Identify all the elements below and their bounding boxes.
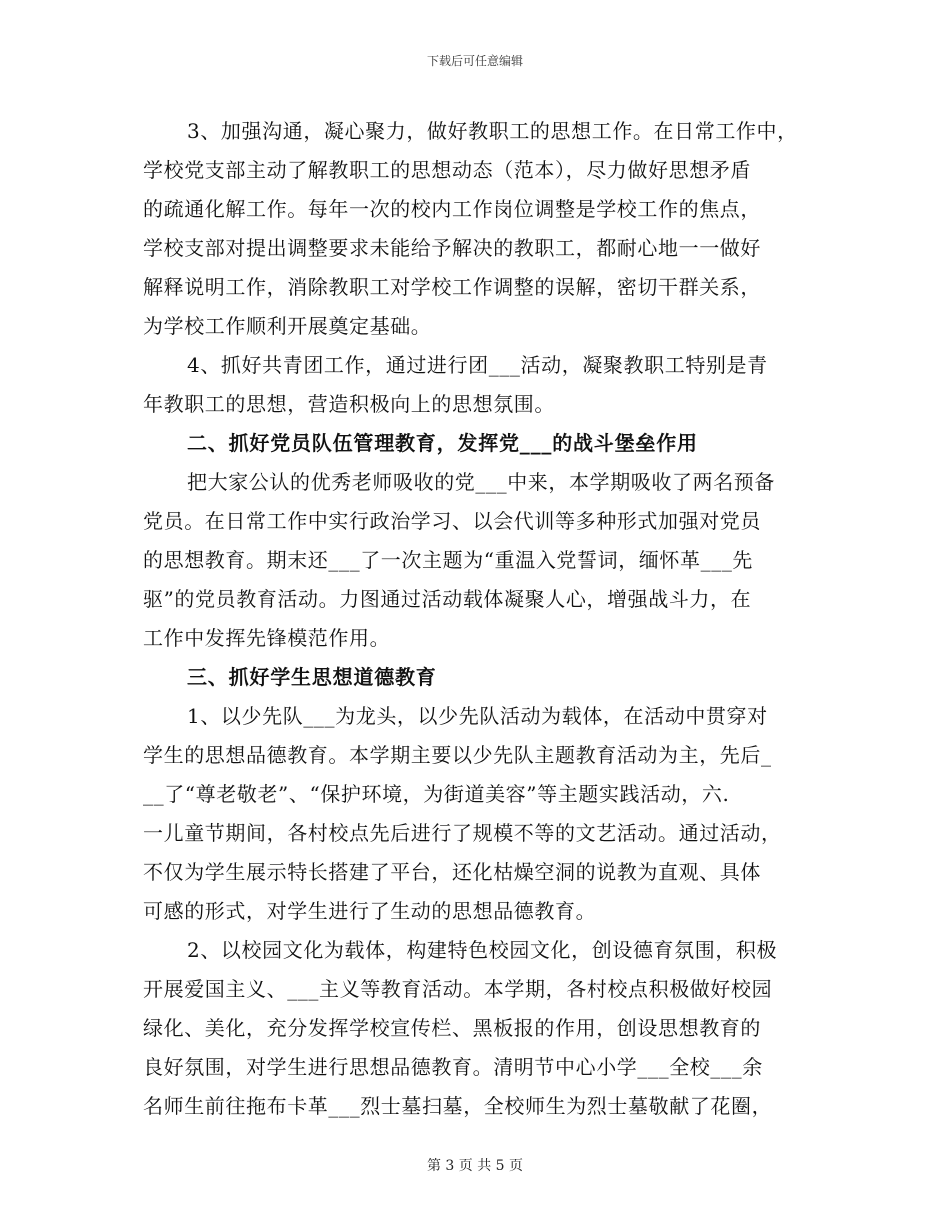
section-heading: 三、抓好学生思想道德教育 <box>187 665 437 689</box>
paragraph-line: 不仅为学生展示特长搭建了平台，还化枯燥空洞的说教为直观、具体 <box>143 860 761 884</box>
paragraph-line: 驱”的党员教育活动。力图通过活动载体凝聚人心，增强战斗力，在 <box>143 587 752 611</box>
paragraph-line: 名师生前往拖布卡革___烈士墓扫墓，全校师生为烈士墓敬献了花圈， <box>143 1094 773 1118</box>
paragraph-line: 解释说明工作，消除教职工对学校工作调整的误解，密切干群关系， <box>143 275 761 299</box>
page-header: 下载后可任意编辑 <box>426 54 523 68</box>
section-heading: 二、抓好党员队伍管理教育，发挥党___的战斗堡垒作用 <box>187 431 698 455</box>
page-footer: 第 3 页 共 5 页 <box>426 1158 524 1174</box>
paragraph-line: 可感的形式，对学生进行了生动的思想品德教育。 <box>143 899 597 923</box>
paragraph-line: 党员。在日常工作中实行政治学习、以会代训等多种形式加强对党员 <box>143 509 761 533</box>
paragraph-line: 2、以校园文化为载体，构建特色校园文化，创设德育氛围，积极 <box>187 938 778 962</box>
paragraph-line: 的疏通化解工作。每年一次的校内工作岗位调整是学校工作的焦点， <box>143 197 761 221</box>
paragraph-line: __了“尊老敬老”、“保护环境，为街道美容”等主题实践活动，六. <box>143 782 730 806</box>
paragraph-line: 学生的思想品德教育。本学期主要以少先队主题教育活动为主，先后_ <box>143 743 772 767</box>
paragraph-line: 为学校工作顺利开展奠定基础。 <box>143 314 432 338</box>
paragraph-line: 3、加强沟通，凝心聚力，做好教职工的思想工作。在日常工作中， <box>187 119 798 143</box>
paragraph-line: 一儿童节期间，各村校点先后进行了规模不等的文艺活动。通过活动， <box>143 821 782 845</box>
paragraph-line: 把大家公认的优秀老师吸收的党___中来，本学期吸收了两名预备 <box>187 470 775 494</box>
paragraph-line: 4、抓好共青团工作，通过进行团___活动，凝聚教职工特别是青 <box>187 353 768 377</box>
paragraph-line: 工作中发挥先锋模范作用。 <box>143 626 391 650</box>
paragraph-line: 1、以少先队___为龙头，以少先队活动为载体，在活动中贯穿对 <box>187 704 768 728</box>
document-body <box>143 112 833 1126</box>
paragraph-line: 学校支部对提出调整要求未能给予解决的教职工，都耐心地一一做好 <box>143 236 761 260</box>
paragraph-line: 的思想教育。期末还___了一次主题为“重温入党誓词，缅怀革___先 <box>143 548 754 572</box>
paragraph-line: 开展爱国主义、___主义等教育活动。本学期，各村校点积极做好校园 <box>143 977 773 1001</box>
paragraph-line: 绿化、美化，充分发挥学校宣传栏、黑板报的作用，创设思想教育的 <box>143 1016 761 1040</box>
paragraph-line: 年教职工的思想，营造积极向上的思想氛围。 <box>143 392 555 416</box>
paragraph-line: 良好氛围，对学生进行思想品德教育。清明节中心小学___全校___余 <box>143 1055 763 1079</box>
paragraph-line: 学校党支部主动了解教职工的思想动态（范本），尽力做好思想矛盾 <box>143 158 751 182</box>
